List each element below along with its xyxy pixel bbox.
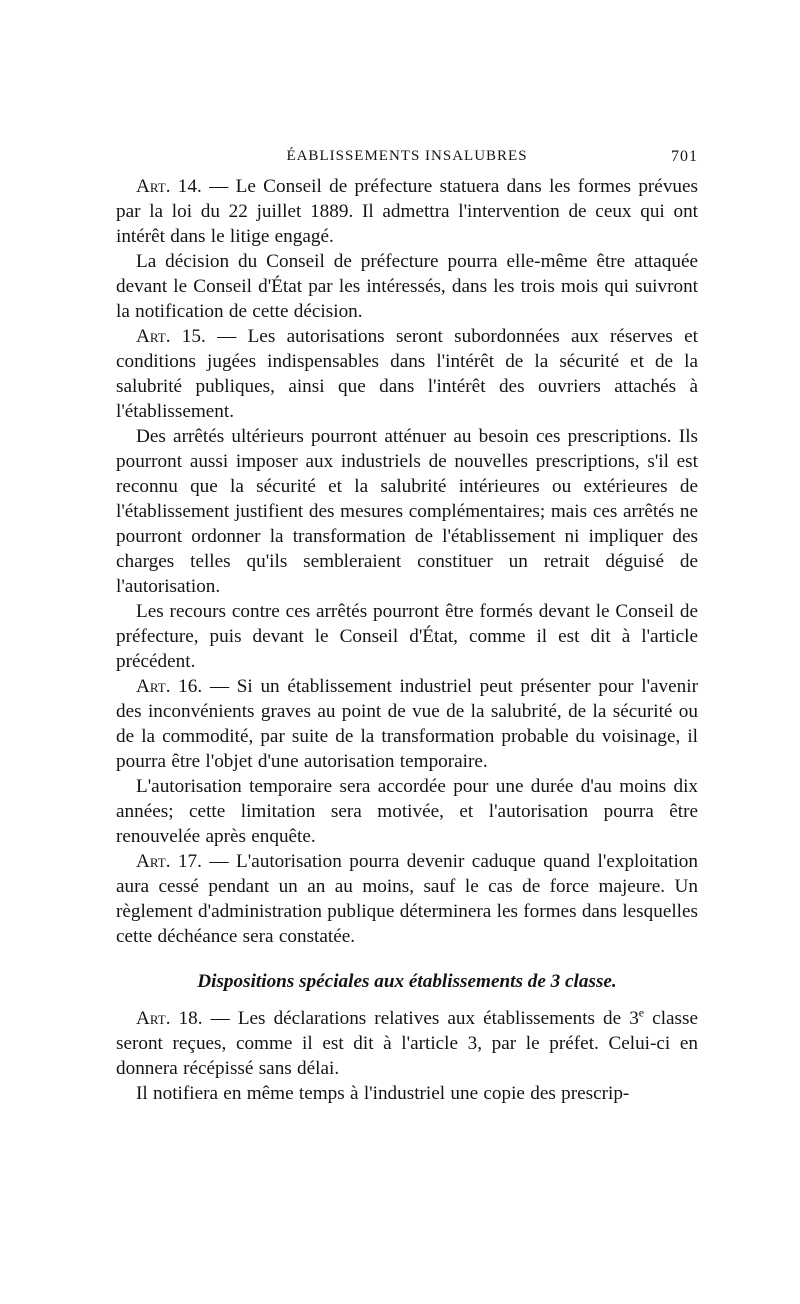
- article-17-label: Art. 17.: [136, 851, 202, 872]
- body-text: [116, 174, 698, 1106]
- article-16-label: Art. 16.: [136, 676, 203, 697]
- article-18-label: Art. 18.: [136, 1008, 203, 1029]
- article-18-paragraph-2: Il notifiera en même temps à l'industriel une copie des prescrip-: [136, 1083, 630, 1104]
- page-number: 701: [671, 148, 698, 165]
- article-14-paragraph-2: La décision du Conseil de préfecture pourra elle-même être attaquée devant le Conseil d'État par les intéressés, dans les trois mois qui suivront la notification de cette décision.: [116, 251, 698, 322]
- article-18-text-a: — Les déclarations relatives aux établissements de 3: [202, 1008, 639, 1029]
- article-14-label: Art. 14.: [136, 176, 202, 197]
- article-15-paragraph-3: Les recours contre ces arrêtés pourront être formés devant le Conseil de préfecture, puis devant le Conseil d'État, comme il est dit à l'article précédent.: [116, 601, 698, 672]
- article-18-superscript: e: [638, 1005, 645, 1020]
- article-14-text: — Le Conseil de préfecture statuera dans les formes prévues par la loi du 22 juillet 1889. Il admettra l'intervention de ceux qui ont intérêt dans le litige engagé.: [116, 176, 698, 247]
- article-16-paragraph-2: L'autorisation temporaire sera accordée pour une durée d'au moins dix années; cette limitation sera motivée, et l'autorisation pourra être renouvelée après enquête.: [116, 776, 698, 847]
- article-16-paragraph: [116, 674, 698, 774]
- section-heading: Dispositions spéciales aux établissements de 3 classe.: [197, 971, 617, 992]
- article-17-paragraph: [116, 849, 698, 949]
- article-16-text: — Si un établissement industriel peut présenter pour l'avenir des inconvénients graves au point de vue de la salubrité, de la sécurité ou de la commodité, par suite de la transformation probable du voisinage, il pourra être l'objet d'une autorisation temporaire.: [116, 676, 698, 772]
- running-title: ÉABLISSEMENTS INSALUBRES: [286, 148, 528, 164]
- article-15-label: Art. 15.: [136, 326, 206, 347]
- running-header: [116, 148, 698, 174]
- article-15-paragraph-2: Des arrêtés ultérieurs pourront atténuer au besoin ces prescriptions. Ils pourront aussi imposer aux industriels de nouvelles prescriptions, s'il est reconnu que la sécurité et la salubrité intérieures ou extérieures de l'établissement justifient des mesures complémentaires; mais ces arrêtés ne pourront ordonner la transformation de l'établissement ni impliquer des charges telles qu'ils sembleraient constituer un retrait déguisé de l'autorisation.: [116, 426, 698, 597]
- article-18-paragraph: [116, 1006, 698, 1081]
- article-17-text: — L'autorisation pourra devenir caduque quand l'exploitation aura cessé pendant un an au moins, sauf le cas de force majeure. Un règlement d'administration publique déterminera les formes dans lesquelles cette déchéance sera constatée.: [116, 851, 698, 947]
- book-page: [116, 148, 698, 1106]
- article-14-paragraph: [116, 174, 698, 249]
- article-18-text-b: classe seront reçues, comme il est dit à l'article 3, par le préfet. Celui-ci en donnera récépissé sans délai.: [116, 1008, 698, 1079]
- article-15-paragraph: [116, 324, 698, 424]
- article-15-text: — Les autorisations seront subordonnées aux réserves et conditions jugées indispensables dans l'intérêt de la sécurité et de la salubrité publiques, ainsi que dans l'intérêt des ouvriers attachés à l'établissement.: [116, 326, 698, 422]
